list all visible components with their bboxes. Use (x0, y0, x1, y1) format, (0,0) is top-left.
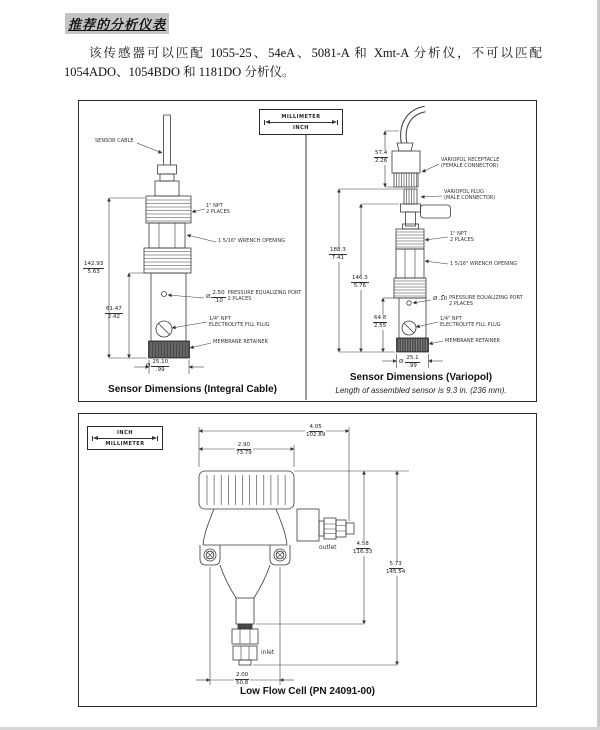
dimension-port-diameter-variopol: Ø .10 (433, 295, 448, 302)
label-sensor-cable: SENSOR CABLE (95, 138, 134, 144)
label-wrench-opening: 1 5/16" WRENCH OPENING (218, 238, 285, 244)
dimension-width-inlet: $\frac{2.00}{50.8}$ (236, 672, 249, 686)
dimension-connector-length: $\frac{57.4}{2.26}$ (375, 150, 388, 164)
section-title: 推荐的分析仪表 (65, 13, 169, 34)
legend-bottom-unit: INCH (293, 124, 309, 131)
label-fill-plug-variopol: 1/4" NPT ELECTROLYTE FILL PLUG (440, 316, 501, 328)
label-outlet: outlet (319, 544, 337, 551)
label-wrench-opening-variopol: 1 5/16" WRENCH OPENING (450, 261, 517, 267)
note-assembled-length: Length of assembled sensor is 9.3 in. (236 mm). (335, 386, 507, 395)
legend-top-unit: INCH (117, 429, 133, 436)
label-fill-plug: 1/4" NPT ELECTROLYTE FILL PLUG (209, 316, 270, 328)
dimension-overall-length-variopol: $\frac{188.3}{7.41}$ (330, 247, 346, 261)
label-membrane-retainer-variopol: MEMBRANE RETAINER (445, 338, 500, 344)
label-pressure-port-variopol: Ø .10 PRESSURE EQUALIZING PORT 2 PLACES (433, 295, 523, 307)
low-flow-cell-drawing (79, 414, 536, 706)
body-paragraph: 该传感器可以匹配 1055-25、54eA、5081-A 和 Xmt-A 分析仪，不可以匹配 1054ADO、1054BDO 和 1181DO 分析仪。 (64, 46, 542, 80)
dimension-width-body: $\frac{2.90}{73.79}$ (236, 442, 252, 456)
dimension-height-overall: $\frac{5.73}{145.54}$ (386, 561, 406, 575)
caption-integral-cable: Sensor Dimensions (Integral Cable) (108, 384, 277, 395)
dimension-lower-length: $\frac{61.47}{2.42}$ (106, 306, 122, 320)
label-pressure-port: Ø $\frac{2.50}{.10}$ PRESSURE EQUALIZING PORT 2 PLACES (206, 290, 302, 304)
label-membrane-retainer: MEMBRANE RETAINER (213, 339, 268, 345)
units-legend-flowcell (87, 426, 163, 450)
dimension-height-outlet: $\frac{4.58}{116.33}$ (353, 541, 373, 555)
sensor-dimensions-drawing (79, 101, 536, 401)
dimension-port-diameter: Ø $\frac{2.50}{.10}$ (206, 290, 225, 304)
dimension-overall-length: $\frac{142.93}{5.63}$ (84, 261, 104, 275)
dimension-width-overall: $\frac{4.05}{102.89}$ (306, 424, 326, 438)
label-variopol-plug: VARIOPOL PLUG (MALE CONNECTOR) (444, 189, 496, 201)
dimension-bottom-diameter: Ø $\frac{25.10}{.99}$ (146, 359, 169, 373)
units-legend (259, 109, 343, 135)
dimension-mid-length-variopol: $\frac{146.3}{5.76}$ (352, 275, 368, 289)
label-npt: 1" NPT 2 PLACES (206, 203, 230, 215)
caption-variopol: Sensor Dimensions (Variopol) (349, 372, 493, 383)
label-variopol-receptacle: VARIOPOL RECEPTACLE (FEMALE CONNECTOR) (441, 157, 500, 169)
label-inlet: inlet (261, 649, 275, 656)
dimension-lower-length-variopol: $\frac{64.8}{2.55}$ (374, 315, 387, 329)
caption-low-flow-cell: Low Flow Cell (PN 24091-00) (239, 686, 376, 697)
low-flow-cell-figure (78, 413, 537, 707)
legend-bottom-unit: MILLIMETER (105, 440, 145, 447)
label-npt-variopol: 1" NPT 2 PLACES (450, 231, 474, 243)
sensor-dimensions-figure (78, 100, 537, 402)
legend-top-unit: MILLIMETER (281, 113, 321, 120)
dimension-bottom-diameter-variopol: Ø $\frac{25.1}{.99}$ (399, 355, 419, 369)
